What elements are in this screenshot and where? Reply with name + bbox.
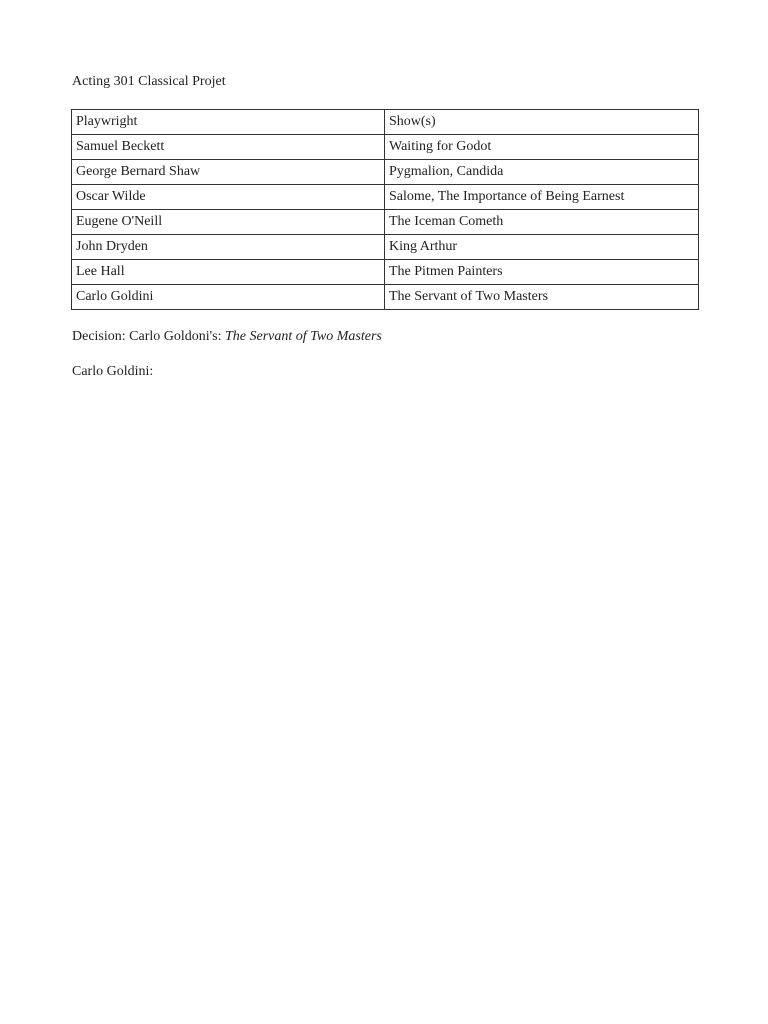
table-row xyxy=(72,135,699,160)
table-row xyxy=(72,285,699,310)
shows-cell: The Iceman Cometh xyxy=(385,210,699,235)
header-playwright: Playwright xyxy=(72,110,385,135)
playwright-cell: Oscar Wilde xyxy=(72,185,385,210)
header-shows: Show(s) xyxy=(385,110,699,135)
shows-cell: Waiting for Godot xyxy=(385,135,699,160)
subject-heading: Carlo Goldini: xyxy=(72,364,154,379)
shows-cell: Salome, The Importance of Being Earnest xyxy=(385,185,699,210)
playwright-cell: John Dryden xyxy=(72,235,385,260)
playwright-table xyxy=(71,109,699,310)
playwright-cell: Lee Hall xyxy=(72,260,385,285)
table-row xyxy=(72,260,699,285)
decision-work-title: The Servant of Two Masters xyxy=(225,329,382,344)
decision-line xyxy=(72,328,382,346)
playwright-cell: Carlo Goldini xyxy=(72,285,385,310)
document-title: Acting 301 Classical Projet xyxy=(72,74,226,89)
playwright-cell: Eugene O'Neill xyxy=(72,210,385,235)
shows-cell: The Pitmen Painters xyxy=(385,260,699,285)
shows-cell: Pygmalion, Candida xyxy=(385,160,699,185)
table-row xyxy=(72,160,699,185)
shows-cell: The Servant of Two Masters xyxy=(385,285,699,310)
table-row xyxy=(72,210,699,235)
playwright-cell: Samuel Beckett xyxy=(72,135,385,160)
shows-cell: King Arthur xyxy=(385,235,699,260)
table-header-row xyxy=(72,110,699,135)
table-row xyxy=(72,185,699,210)
decision-prefix: Decision: Carlo Goldoni's: xyxy=(72,329,226,344)
playwright-cell: George Bernard Shaw xyxy=(72,160,385,185)
table-row xyxy=(72,235,699,260)
